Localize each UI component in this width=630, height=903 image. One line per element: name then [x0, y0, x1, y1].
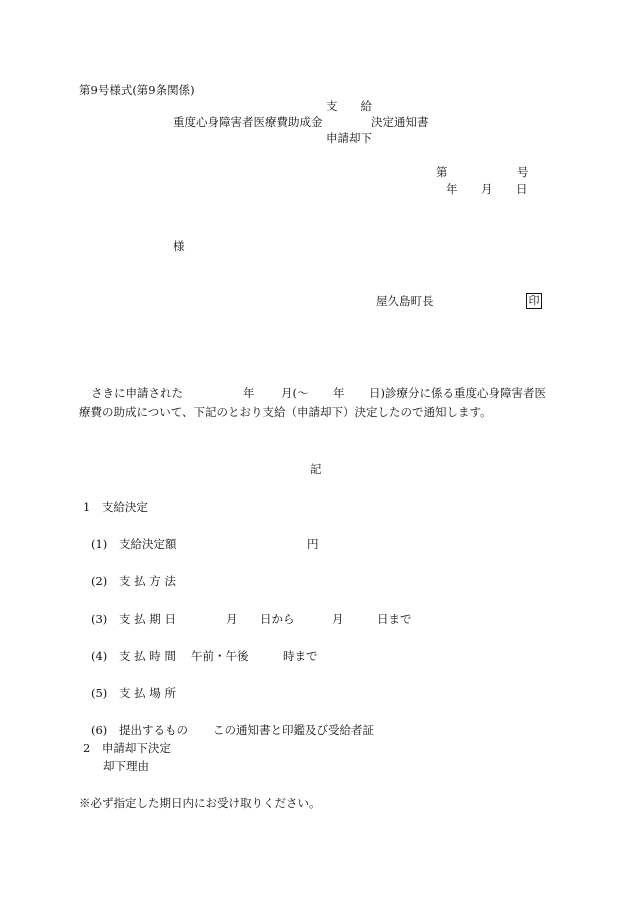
kind-payment-label: 支 給 [326, 99, 372, 113]
date-month: 月 [481, 182, 493, 196]
body-line1-start: さきに申請された [91, 386, 183, 400]
item3-from: 日から [260, 612, 295, 626]
item2-label: 支 払 方 法 [119, 574, 176, 588]
item3-until: 日まで [377, 612, 412, 626]
item3-month: 月 [226, 612, 238, 626]
rejection-reason-label: 却下理由 [103, 759, 149, 773]
kind-rejection-label: 申請却下 [326, 131, 372, 145]
item5-label: 支 払 場 所 [119, 686, 176, 700]
body-line1-rest: 日)診療分に係る重度心身障害者医 [369, 386, 546, 400]
recipient-honorific: 様 [173, 239, 185, 253]
item5-number: (5) [91, 686, 108, 700]
notice-title: 重度心身障害者医療費助成金 [173, 115, 323, 129]
item1-label: 支給決定額 [119, 537, 177, 551]
item6-value: この通知書と印鑑及び受給者証 [213, 723, 374, 737]
doc-number-suffix: 号 [517, 165, 529, 179]
doc-number-prefix: 第 [436, 165, 448, 179]
seal-mark: 印 [526, 293, 542, 309]
form-number: 第9号様式(第9条関係) [79, 83, 195, 97]
item3-label: 支 払 期 日 [119, 612, 176, 626]
issuer-name: 屋久島町長 [376, 294, 434, 308]
item6-label: 提出するもの [119, 723, 188, 737]
item2-number: (2) [91, 574, 108, 588]
section2-heading: 2 申請却下決定 [83, 741, 171, 755]
body-line1-month: 月(～ [281, 386, 309, 400]
ki-heading: 記 [310, 462, 322, 476]
body-line2: 療費の助成について、下記のとおり支給（申請却下）決定したので通知します。 [79, 405, 492, 419]
body-line1-year2: 年 [333, 386, 345, 400]
item1-number: (1) [91, 537, 108, 551]
item6-number: (6) [91, 723, 108, 737]
date-day: 日 [516, 182, 528, 196]
footer-note: ※必ず指定した期日内にお受け取りください。 [79, 796, 321, 810]
item4-until: 時まで [283, 649, 318, 663]
body-line1-year: 年 [243, 386, 255, 400]
notice-title-suffix: 決定通知書 [371, 115, 429, 129]
item4-label: 支 払 時 間 [119, 649, 176, 663]
section1-heading: 1 支給決定 [83, 500, 148, 514]
item3-number: (3) [91, 612, 108, 626]
item4-number: (4) [91, 649, 108, 663]
item1-unit: 円 [307, 537, 319, 551]
item4-ampm: 午前・午後 [191, 649, 249, 663]
item3-month2: 月 [332, 612, 344, 626]
date-year: 年 [446, 182, 458, 196]
